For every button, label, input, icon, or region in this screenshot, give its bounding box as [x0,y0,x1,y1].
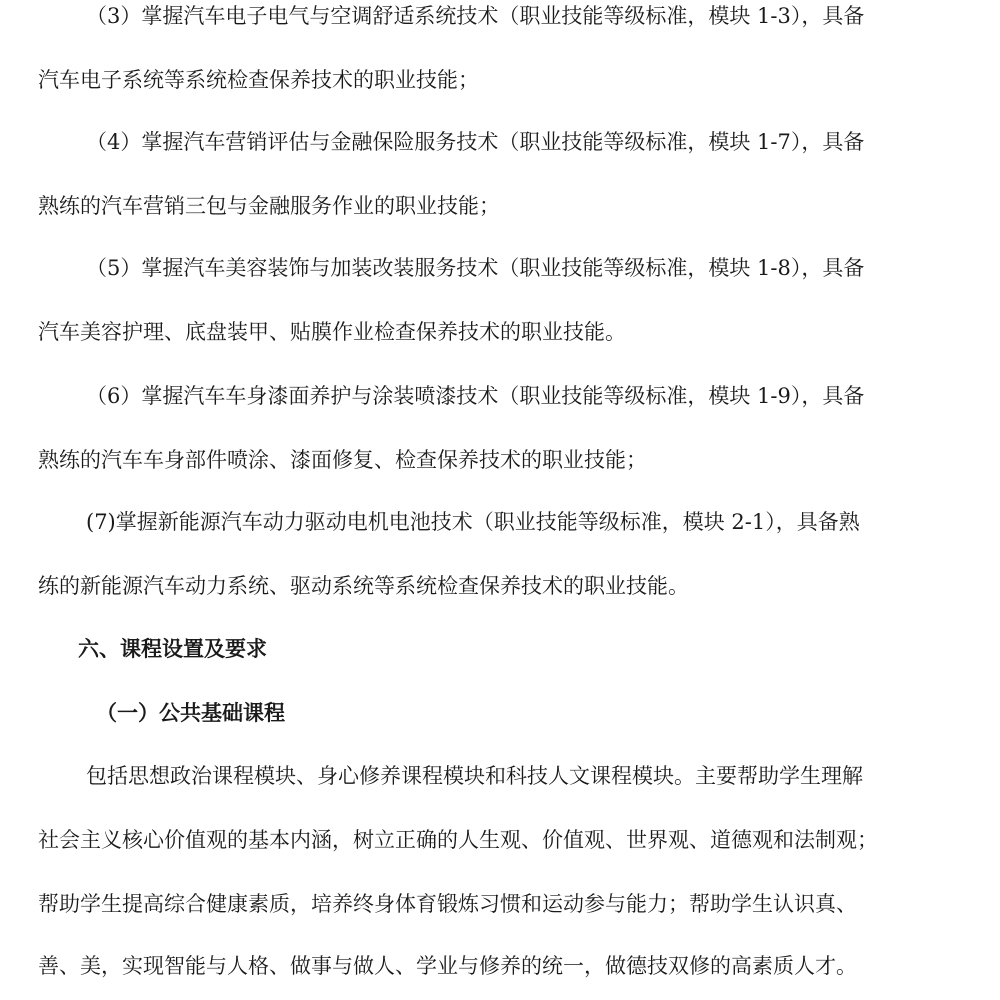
body-line-3: 帮助学生提高综合健康素质，培养终身体育锻炼习惯和运动参与能力；帮助学生认识真、 [38,892,857,916]
paragraph-4-line-2: 熟练的汽车营销三包与金融服务作业的职业技能； [38,194,500,218]
body-line-1: 包括思想政治课程模块、身心修养课程模块和科技人文课程模块。主要帮助学生理解 [86,764,863,788]
paragraph-7-line-2: 练的新能源汽车动力系统、驱动系统等系统检查保养技术的职业技能。 [38,574,689,598]
paragraph-3-line-1: （3）掌握汽车电子电气与空调舒适系统技术（职业技能等级标准，模块 1-3），具备 [86,4,865,28]
paragraph-3-line-2: 汽车电子系统等系统检查保养技术的职业技能； [38,68,479,92]
body-line-4: 善、美，实现智能与人格、做事与做人、学业与修养的统一，做德技双修的高素质人才。 [38,954,857,978]
paragraph-4-line-1: （4）掌握汽车营销评估与金融保险服务技术（职业技能等级标准，模块 1-7），具备 [86,130,865,154]
paragraph-5-line-2: 汽车美容护理、底盘装甲、贴膜作业检查保养技术的职业技能。 [38,320,626,344]
paragraph-5-line-1: （5）掌握汽车美容装饰与加装改装服务技术（职业技能等级标准，模块 1-8），具备 [86,256,865,280]
paragraph-7-line-1: (7)掌握新能源汽车动力驱动电机电池技术（职业技能等级标准，模块 2-1），具备熟 [86,510,860,534]
paragraph-6-line-1: （6）掌握汽车车身漆面养护与涂装喷漆技术（职业技能等级标准，模块 1-9），具备 [86,384,865,408]
section-heading: 六、课程设置及要求 [78,637,267,661]
subsection-heading: （一）公共基础课程 [96,701,285,725]
paragraph-6-line-2: 熟练的汽车车身部件喷涂、漆面修复、检查保养技术的职业技能； [38,448,647,472]
body-line-2: 社会主义核心价值观的基本内涵，树立正确的人生观、价值观、世界观、道德观和法制观； [38,828,878,852]
